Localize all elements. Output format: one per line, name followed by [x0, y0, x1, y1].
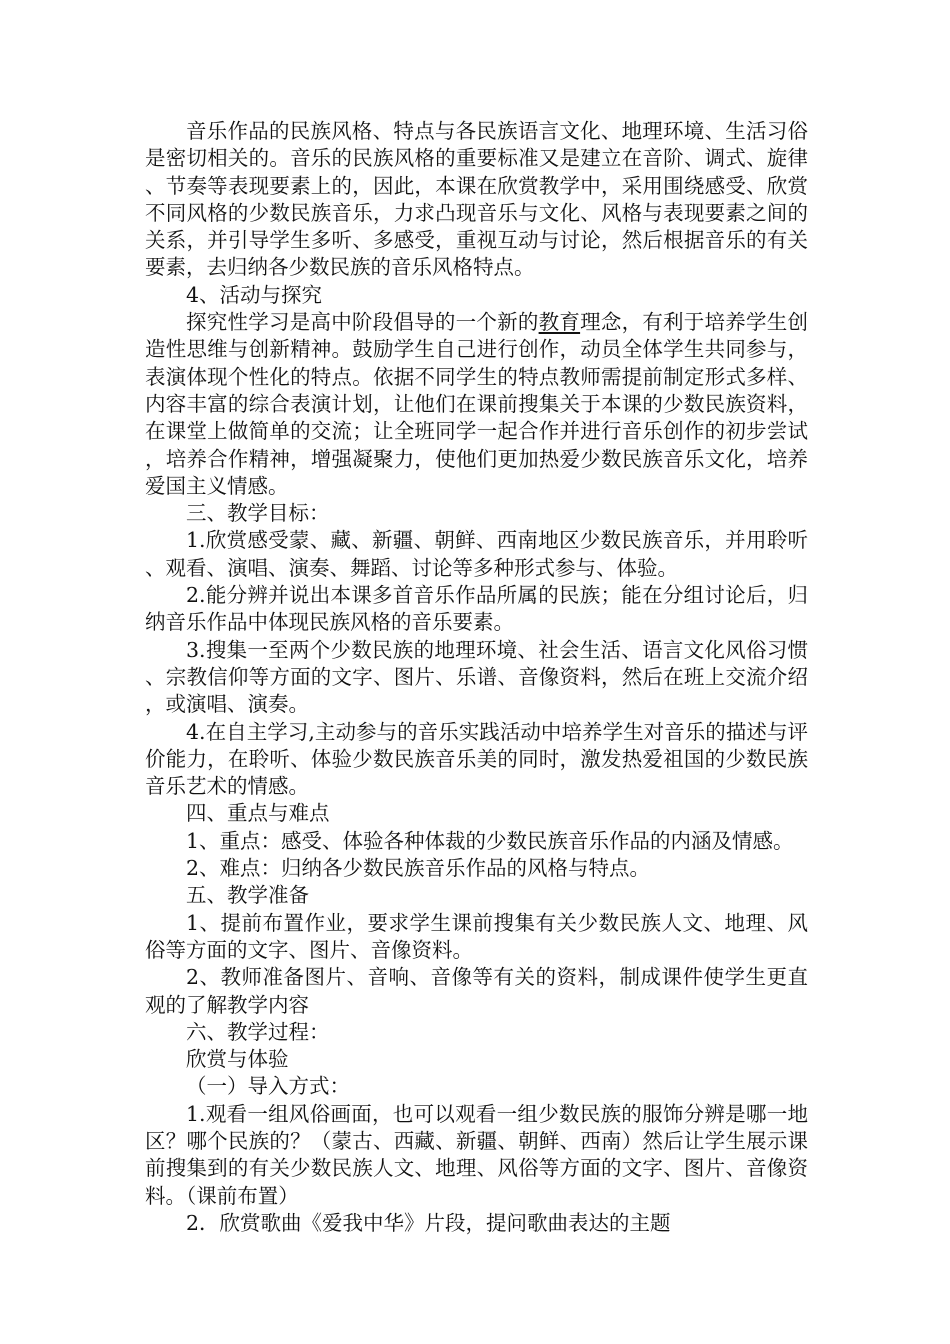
- heading-activity-inquiry: 4、活动与探究: [186, 282, 323, 307]
- education-link[interactable]: 教育: [538, 310, 581, 335]
- inquiry-text-before: 探究性学习是高中阶段倡导的一个新的: [186, 310, 539, 335]
- preparation-item-1: 1、提前布置作业，要求学生课前搜集有关少数民族人文、地理、风俗等方面的文字、图片、音像资料。: [145, 910, 808, 962]
- paragraph-intro: 音乐作品的民族风格、特点与各民族语言文化、地理环境、生活习俗是密切相关的。音乐的民族风格的重要标准又是建立在音阶、调式、旋律、节奏等表现要素上的，因此，本课在欣赏教学中，采用围绕感受、欣赏不同风格的少数民族音乐，力求凸现音乐与文化、风格与表现要素之间的关系，并引导学生多听、多感受，重视互动与讨论，然后根据音乐的有关要素，去归纳各少数民族的音乐风格特点。: [145, 119, 808, 280]
- heading-teaching-process: 六、教学过程：: [186, 1019, 330, 1044]
- key-point-1: 1、重点：感受、体验各种体裁的少数民族音乐作品的内涵及情感。: [186, 828, 794, 853]
- inquiry-text-after: 理念，有利于培养学生创造性思维与创新精神。鼓励学生自己进行创作，动员全体学生共同参与，表演体现个性化的特点。依据不同学生的特点教师需提前制定形式多样、内容丰富的综合表演计划，让他们在课前搜集关于本课的少数民族资料，在课堂上做简单的交流；让全班同学一起合作并进行音乐创作的初步尝试，培养合作精神，增强凝聚力，使他们更加热爱少数民族音乐文化，培养爱国主义情感。: [145, 310, 809, 498]
- heading-key-points: 四、重点与难点: [186, 801, 330, 826]
- goal-item-2: 2.能分辨并说出本课多首音乐作品所属的民族；能在分组讨论后，归纳音乐作品中体现民族风格的音乐要素。: [145, 583, 808, 635]
- heading-teaching-goals: 三、教学目标：: [186, 501, 330, 526]
- process-item-2: 2．欣赏歌曲《爱我中华》片段，提问歌曲表达的主题: [186, 1210, 671, 1235]
- goal-item-3: 3.搜集一至两个少数民族的地理环境、社会生活、语言文化风俗习惯、宗教信仰等方面的文字、图片、乐谱、音像资料，然后在班上交流介绍，或演唱、演奏。: [145, 637, 808, 717]
- document-body: [145, 118, 808, 1237]
- preparation-item-2: 2、教师准备图片、音响、音像等有关的资料，制成课件使学生更直观的了解教学内容: [145, 965, 808, 1017]
- goal-item-4: 4.在自主学习,主动参与的音乐实践活动中培养学生对音乐的描述与评价能力，在聆听、体验少数民族音乐美的同时，激发热爱祖国的少数民族音乐艺术的情感。: [145, 719, 808, 799]
- key-point-2: 2、难点：归纳各少数民族音乐作品的风格与特点。: [186, 856, 651, 881]
- heading-preparation: 五、教学准备: [186, 883, 309, 908]
- goal-item-1: 1.欣赏感受蒙、藏、新疆、朝鲜、西南地区少数民族音乐，并用聆听、观看、演唱、演奏、舞蹈、讨论等多种形式参与、体验。: [145, 528, 808, 580]
- subheading-appreciation: 欣赏与体验: [186, 1047, 289, 1072]
- paragraph-inquiry: [145, 309, 808, 500]
- subheading-introduction: （一）导入方式：: [186, 1074, 350, 1099]
- process-item-1: 1.观看一组风俗画面，也可以观看一组少数民族的服饰分辨是哪一地区？哪个民族的？（蒙古、西藏、新疆、朝鲜、西南）然后让学生展示课前搜集到的有关少数民族人文、地理、风俗等方面的文字、图片、音像资料。（课前布置）: [145, 1101, 808, 1208]
